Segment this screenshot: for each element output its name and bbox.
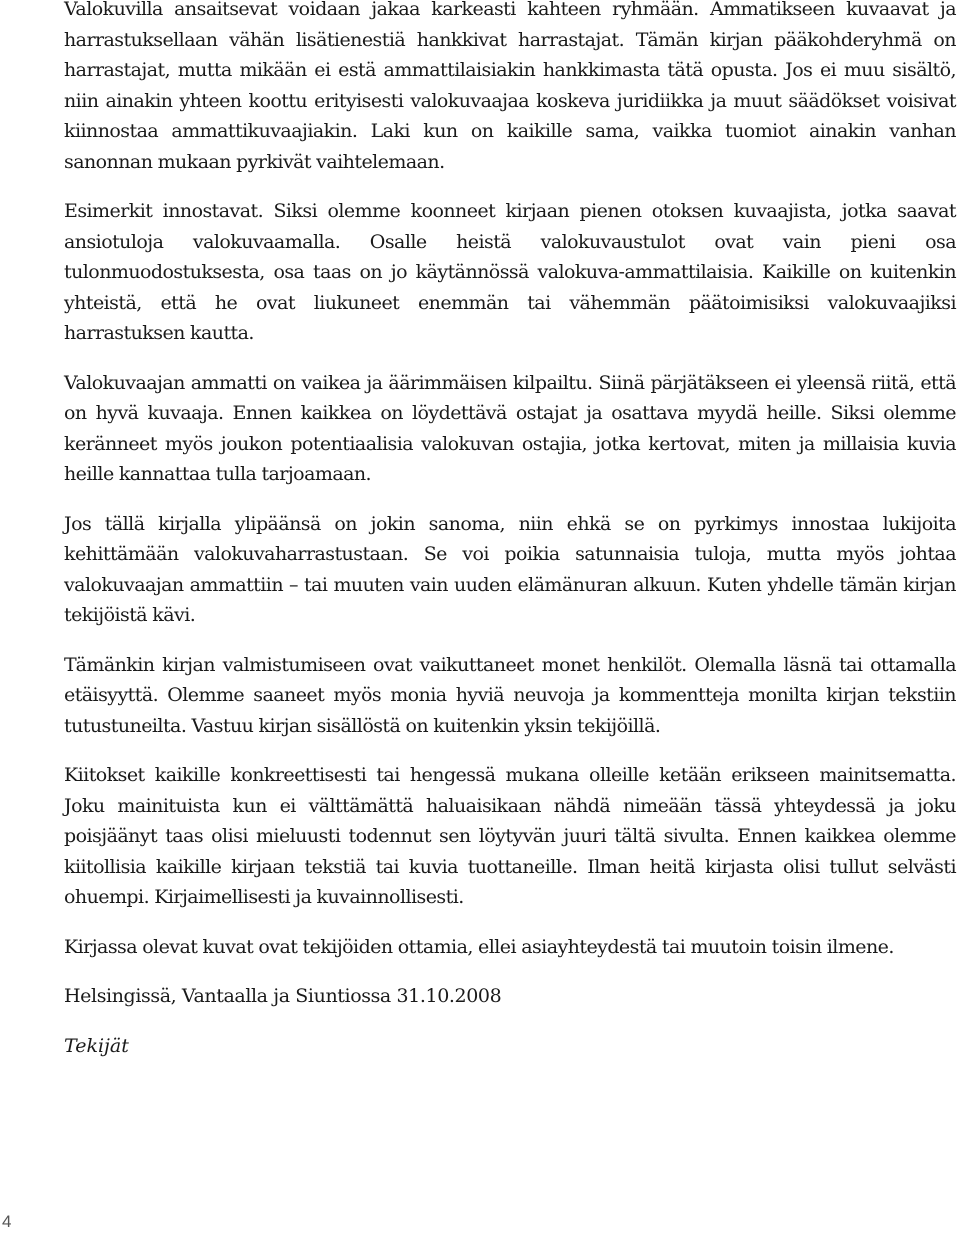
document-body: [64, 0, 956, 1061]
paragraph-intro: Valokuvilla ansaitsevat voidaan jakaa karkeasti kahteen ryhmään. Ammatikseen kuvaavat ja harrastuksellaan vähän lisätienestiä hankkivat harrastajat. Tämän kirjan pääkohderyhmä on harrastajat, mutta mikään ei estä ammattilaisiakin hankkimasta tätä opusta. Jos ei muu sisältö, niin ainakin yhteen koottu erityisesti valokuvaajaa koskeva juridiikka ja muut säädökset voisivat kiinnostaa ammattikuvaajiakin. Laki kun on kaikille sama, vaikka tuomiot ainakin vanhan sanonnan mukaan pyrkivät vaihtelemaan.: [64, 0, 956, 173]
paragraph-contributors: Tämänkin kirjan valmistumiseen ovat vaikuttaneet monet henkilöt. Olemalla läsnä tai ottamalla etäisyyttä. Olemme saaneet myös monia hyviä neuvoja ja kommentteja monilta kirjan tekstiin tutustuneilta. Vastuu kirjan sisällöstä on kuitenkin yksin tekijöillä.: [64, 653, 956, 737]
place-date-line: Helsingissä, Vantaalla ja Siuntiossa 31.10.2008: [64, 985, 502, 1007]
paragraph-photo-credits: Kirjassa olevat kuvat ovat tekijöiden ottamia, ellei asiayhteydestä tai muutoin toisin ilmene.: [64, 935, 894, 958]
paragraph-message: Jos tällä kirjalla ylipäänsä on jokin sanoma, niin ehkä se on pyrkimys innostaa lukijoita kehittämään valokuvaharrastustaan. Se voi poikia satunnaisia tuloja, mutta myös johtaa valokuvaajan ammattiin – tai muuten vain uuden elämänuran alkuun. Kuten yhdelle tämän kirjan tekijöistä kävi.: [64, 512, 956, 626]
paragraph-profession: Valokuvaajan ammatti on vaikea ja äärimmäisen kilpailtu. Siinä pärjätäkseen ei yleensä riitä, että on hyvä kuvaaja. Ennen kaikkea on löydettävä ostajat ja osattava myydä heille. Siksi olemme keränneet myös joukon potentiaalisia valokuvan ostajia, jotka kertovat, miten ja millaisia kuvia heille kannattaa tulla tarjoamaan.: [64, 371, 956, 485]
signature: Tekijät: [64, 1034, 129, 1057]
paragraph-examples: Esimerkit innostavat. Siksi olemme koonneet kirjaan pienen otoksen kuvaajista, jotka saavat ansiotuloja valokuvaamalla. Osalle heistä valokuvaustulot ovat vain pieni osa tulonmuodostuksesta, osa taas on jo käytännössä valokuva-ammattilaisia. Kaikille on kuitenkin yhteistä, että he ovat liukuneet enemmän tai vähemmän päätoimisiksi valokuvaajiksi harrastuksen kautta.: [64, 200, 956, 344]
page-number: 4: [2, 1212, 12, 1231]
paragraph-thanks: Kiitokset kaikille konkreettisesti tai hengessä mukana olleille ketään erikseen mainitsematta. Joku mainituista kun ei välttämättä haluaisikaan nähdä nimeään tässä yhteydessä ja joku poisjäänyt taas olisi mieluusti todennut sen löytyvän juuri tältä sivulta. Ennen kaikkea olemme kiitollisia kaikille kirjaan tekstiä tai kuvia tuottaneille. Ilman heitä kirjasta olisi tullut selvästi ohuempi. Kirjaimellisesti ja kuvainnollisesti.: [64, 764, 956, 908]
